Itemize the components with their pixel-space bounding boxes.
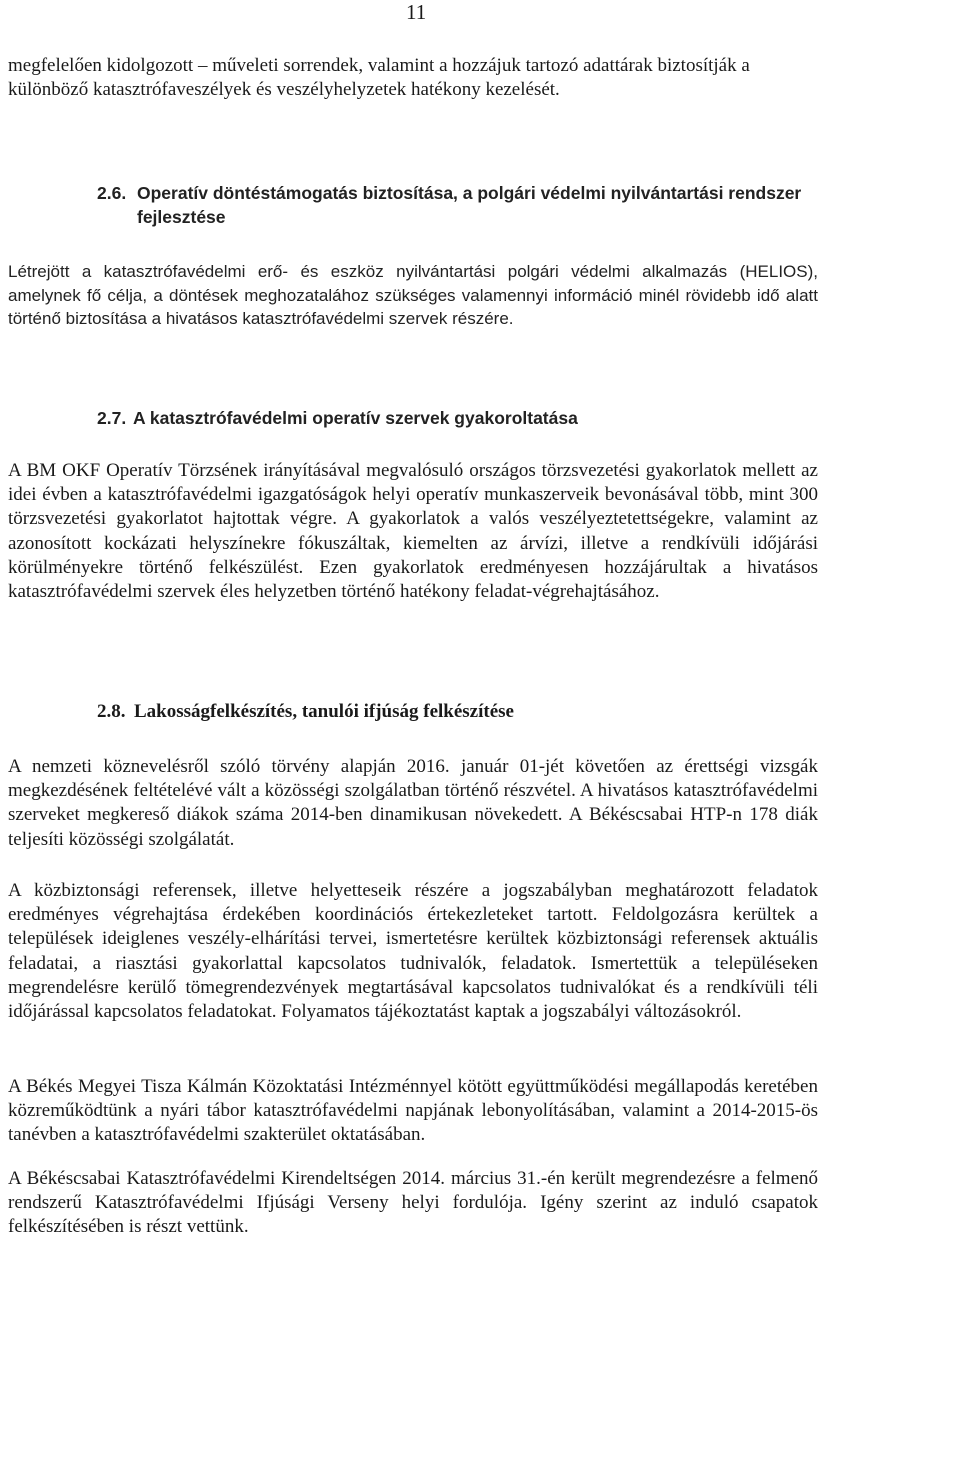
section-paragraph: A BM OKF Operatív Törzsének irányításával megvalósuló országos törzsvezetési gyakorlatok mellett az idei évben a katasztrófavédelmi igazgatóságok helyi operatív munkaszerveik bevonásával több, mint 300 törzsvezetési gyakorlatot hajtottak végre. A gyakorlatok a valós veszélyeztetettségekre, valamint az azonosított kockázati helyszínekre fókuszáltak, kiemelten az árvízi, illetve a rendkívüli időjárási körülményekre történő felkészülést. Ezen gyakorlatok eredményesen hozzájárultak a hivatásos katasztrófavédelmi szervek éles helyzetben történő hatékony feladat-végrehajtásához. [8,460,818,603]
section-number: 2.8. [97,701,126,722]
section-title: Operatív döntéstámogatás biztosítása, a polgári védelmi nyilvántartási rendszer fejlesztése [137,183,802,227]
section-paragraph: Létrejött a katasztrófavédelmi erő- és eszköz nyilvántartási polgári védelmi alkalmazás (HELIOS), amelynek fő célja, a döntések meghozatalához szükséges valamennyi információ minél rövidebb idő alatt történő biztosítása a hivatásos katasztrófavédelmi szervek részére. [8,262,818,329]
section-paragraph: A Békéscsabai Katasztrófavédelmi Kirendeltségen 2014. március 31.-én került megrendezésre a felmenő rendszerű Katasztrófavédelmi Ifjúsági Verseny helyi fordulója. Igény szerint az induló csapatok felkészítésében is részt vettünk. [8,1168,818,1238]
intro-paragraph: megfelelően kidolgozott – műveleti sorrendek, valamint a hozzájuk tartozó adattárak biztosítják a különböző katasztrófaveszélyek és veszélyhelyzetek hatékony kezelését. [8,55,750,101]
section-heading-2-7 [97,406,817,430]
section-heading-2-6 [97,181,817,229]
section-number: 2.7. [97,408,127,428]
section-paragraph: A közbiztonsági referensek, illetve helyetteseik részére a jogszabályban meghatározott feladatok eredményes végrehajtása érdekében koordinációs értekezleteket tartott. Feldolgozásra kerültek a települések ideiglenes veszély-elhárítási tervei, ismertetésre kerültek közbiztonsági referensek aktuális feladatai, a riasztási gyakorlattal kapcsolatos tudnivalók, feladatok. Ismertettük a településeken megrendelésre kerülő tömegrendezvények megtartásával kapcsolatos tudnivalókat és a rendkívüli téli időjárással kapcsolatos feladatokat. Folyamatos tájékoztatást kaptak a jogszabályi változásokról. [8,880,818,1023]
section-paragraph: A nemzeti köznevelésről szóló törvény alapján 2016. január 01-jét követően az érettségi vizsgák megkezdésének feltételévé vált a közösségi szolgálatban történő részvétel. A hivatásos katasztrófavédelmi szerveket megkereső diákok száma 2014-ben dinamikusan növekedett. A Békéscsabai HTP-n 178 diák teljesíti közösségi szolgálatát. [8,756,818,850]
section-paragraph: A Békés Megyei Tisza Kálmán Közoktatási Intézménnyel kötött együttműködési megállapodás keretében közreműködtünk a nyári tábor katasztrófavédelmi napjának lebonyolításában, valamint a 2014-2015-ös tanévben a katasztrófavédelmi szakterület oktatásában. [8,1076,818,1146]
section-heading-2-8 [97,700,817,724]
section-title: A katasztrófavédelmi operatív szervek gyakoroltatása [133,408,578,428]
section-title: Lakosságfelkészítés, tanulói ifjúság felkészítése [134,701,514,722]
section-number: 2.6. [97,183,127,203]
